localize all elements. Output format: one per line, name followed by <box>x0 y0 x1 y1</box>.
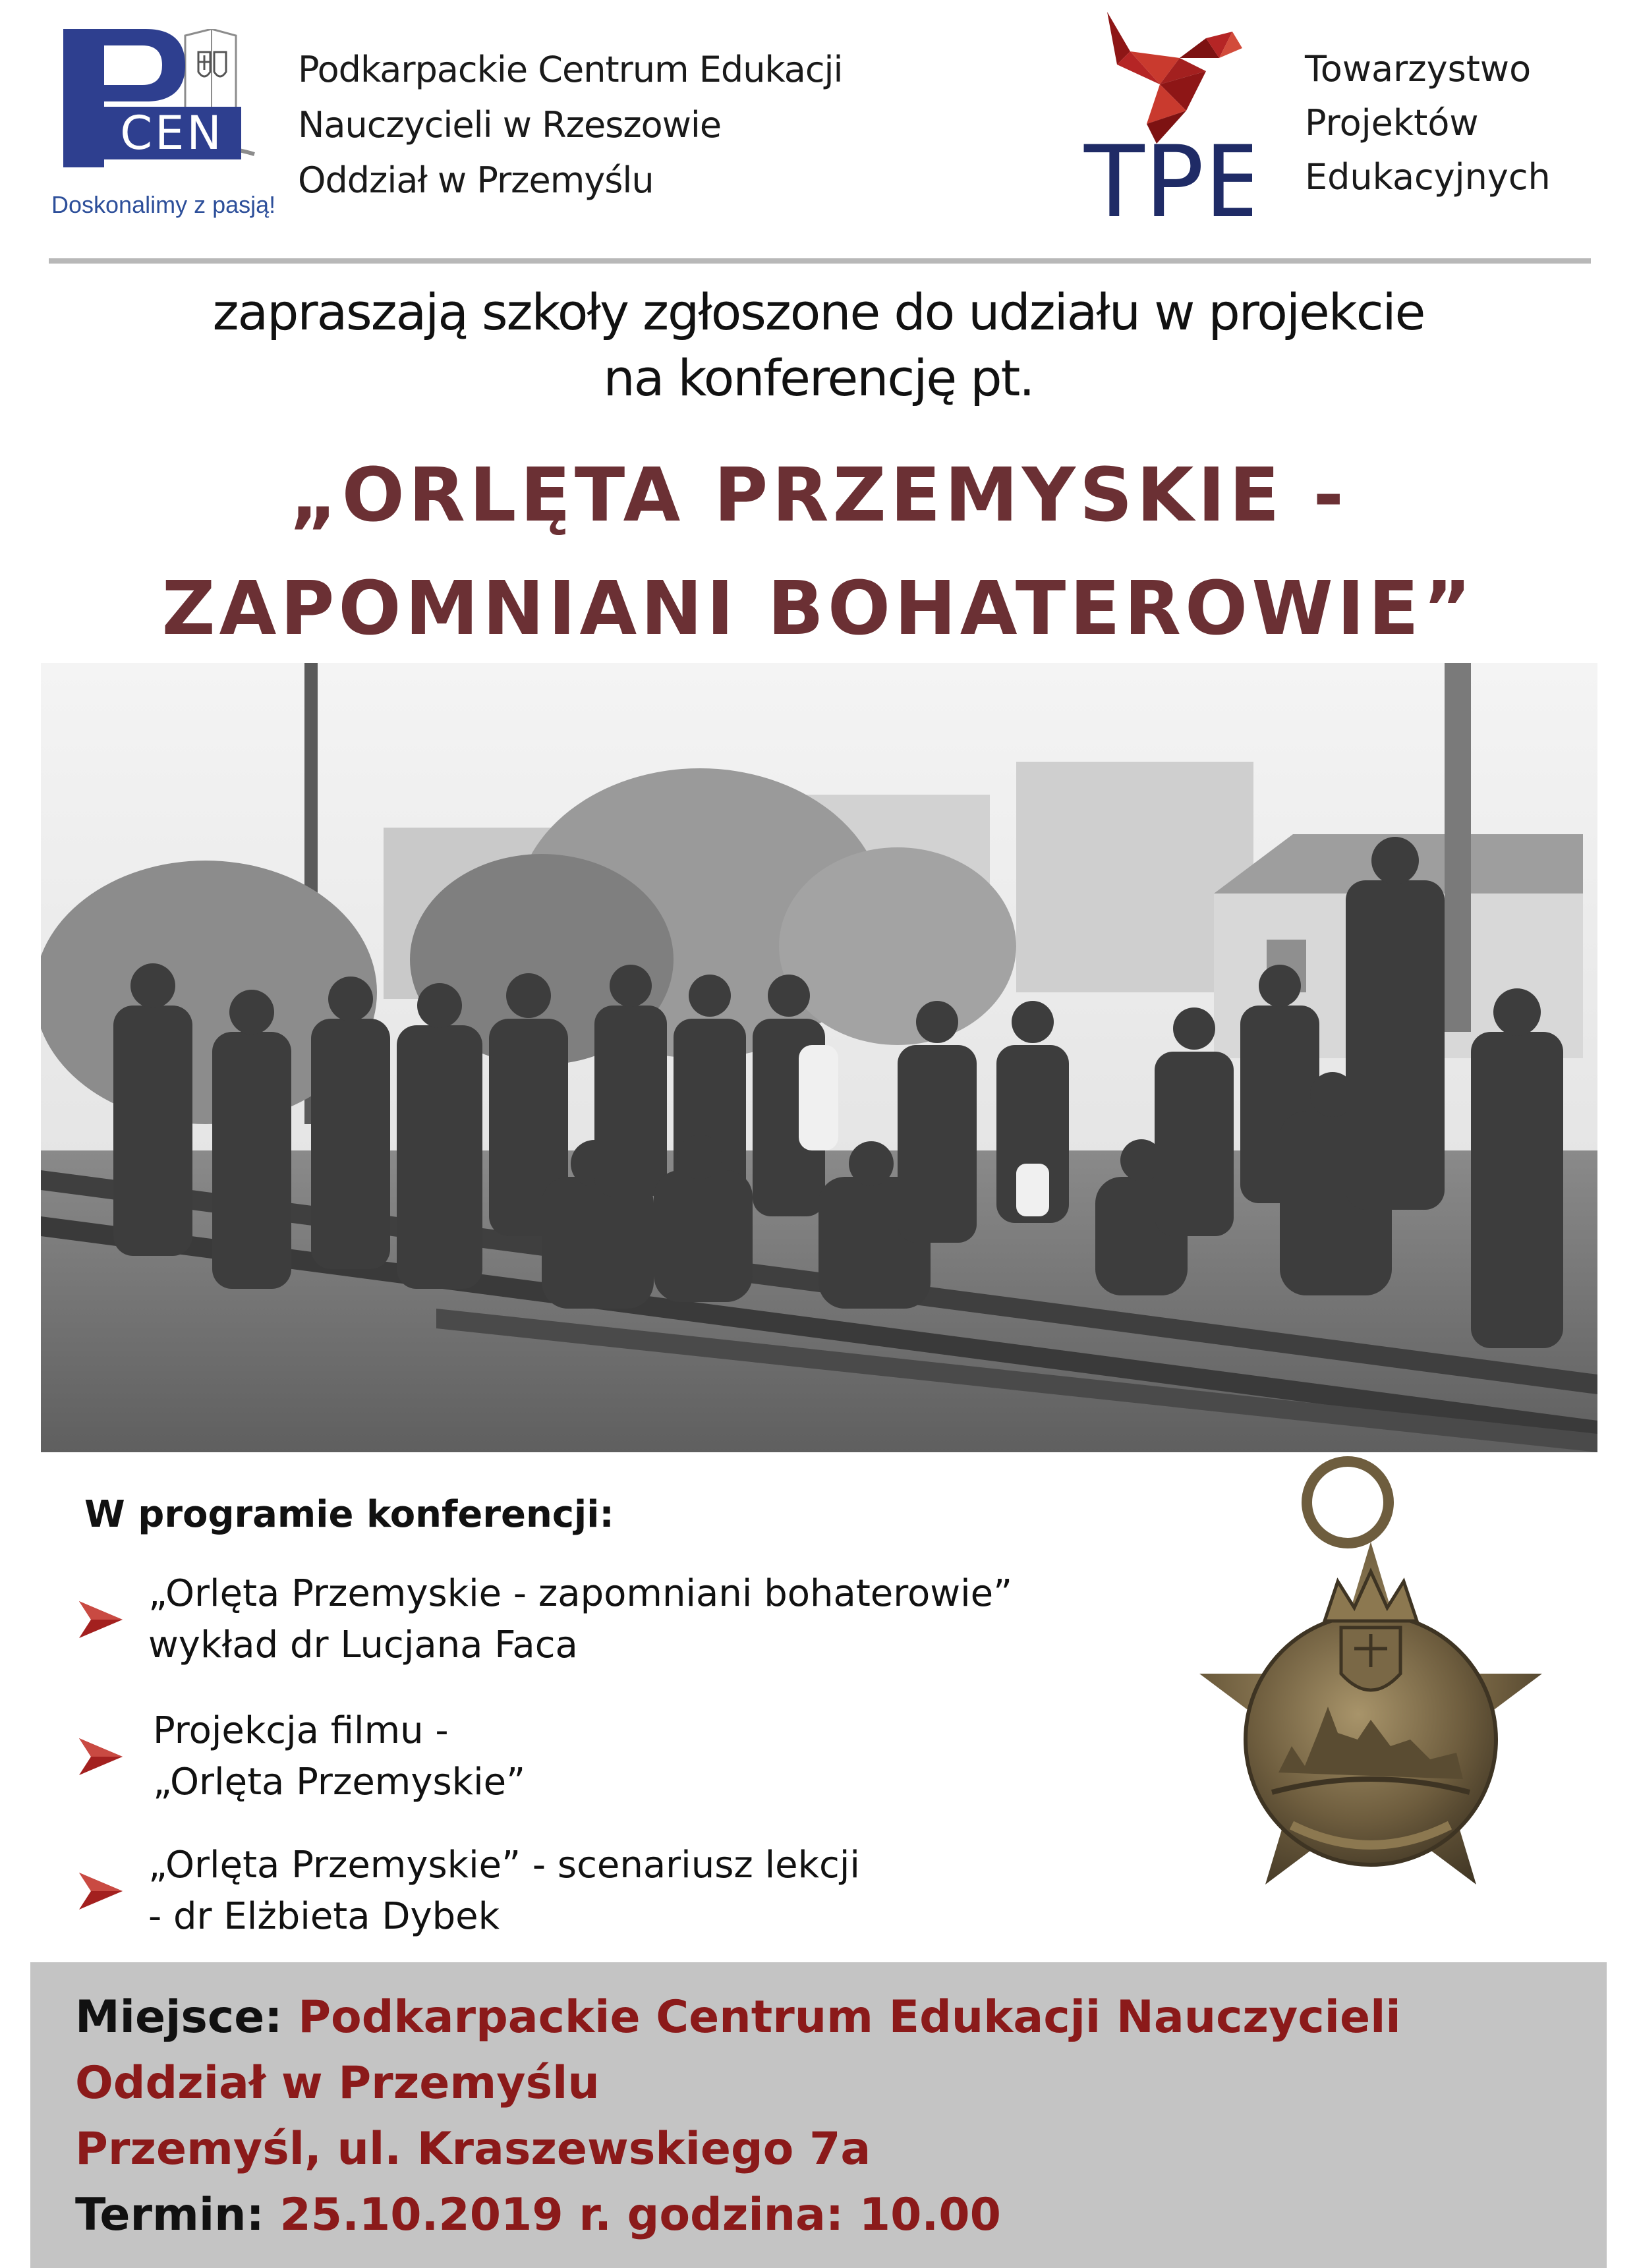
pcen-slogan: Doskonalimy z pasją! <box>51 191 276 218</box>
date-row <box>75 2189 1001 2241</box>
invitation-text <box>0 279 1637 411</box>
event-info-box <box>30 1962 1607 2268</box>
tpe-bird-icon <box>1081 12 1252 223</box>
tpe-logo <box>1081 12 1252 223</box>
soldiers-photo-illustration <box>41 663 1597 1452</box>
organizer-right-line: Edukacyjnych <box>1305 156 1551 198</box>
invitation-line: na konferencję pt. <box>603 349 1034 407</box>
place-row <box>75 2057 600 2109</box>
arrow-bullet-icon <box>79 1873 123 1910</box>
arrow-bullet-icon <box>79 1601 123 1638</box>
organizer-left-line: Oddział w Przemyślu <box>298 159 654 201</box>
program-item-line: „Orlęta Przemyskie” <box>153 1761 526 1803</box>
medal-image <box>1193 1456 1549 1950</box>
program-item-text <box>148 1840 860 1942</box>
invitation-line: zapraszają szkoły zgłoszone do udziału w projekcie <box>212 283 1425 341</box>
address-row <box>75 2123 871 2175</box>
organizer-right-name <box>1305 42 1551 204</box>
program-item-line: - dr Elżbieta Dybek <box>148 1895 500 1938</box>
place-value: Oddział w Przemyślu <box>75 2057 600 2109</box>
place-label: Miejsce: <box>75 1991 283 2043</box>
tpe-logo-letters: TPE <box>1084 125 1252 223</box>
date-value: 25.10.2019 r. godzina: 10.00 <box>279 2189 1001 2241</box>
program-item-line: Projekcja filmu - <box>153 1709 449 1752</box>
historical-group-photo <box>41 663 1597 1452</box>
address-value: Przemyśl, ul. Kraszewskiego 7a <box>75 2123 871 2175</box>
organizer-left-name <box>298 42 843 208</box>
program-item-line: „Orlęta Przemyskie” - scenariusz lekcji <box>148 1844 860 1886</box>
organizer-right-line: Towarzystwo <box>1305 48 1532 90</box>
place-value: Podkarpackie Centrum Edukacji Nauczycieli <box>298 1991 1401 2043</box>
organizer-left-line: Podkarpackie Centrum Edukacji <box>298 49 843 90</box>
program-item-text <box>148 1568 1012 1671</box>
date-label: Termin: <box>75 2189 264 2241</box>
program-heading: W programie konferencji: <box>84 1493 614 1536</box>
arrow-bullet-icon <box>79 1738 123 1775</box>
pcen-logo-cen: CEN <box>120 106 224 160</box>
organizer-left-line: Nauczycieli w Rzeszowie <box>298 104 722 146</box>
place-row <box>75 1991 1401 2043</box>
program-item-line: wykład dr Lucjana Faca <box>148 1624 578 1666</box>
program-item-line: „Orlęta Przemyskie - zapomniani bohaterowie” <box>148 1572 1013 1615</box>
pcen-logo-cen-block <box>103 107 241 159</box>
conference-title-line: „ORLĘTA PRZEMYSKIE - <box>289 453 1348 538</box>
conference-title <box>0 439 1637 666</box>
pcen-logo <box>63 29 261 167</box>
medal-icon <box>1193 1456 1549 1950</box>
program-item-text <box>153 1705 525 1808</box>
organizer-right-line: Projektów <box>1305 102 1479 144</box>
header-divider <box>49 258 1591 264</box>
conference-title-line: ZAPOMNIANI BOHATEROWIE” <box>161 566 1476 652</box>
